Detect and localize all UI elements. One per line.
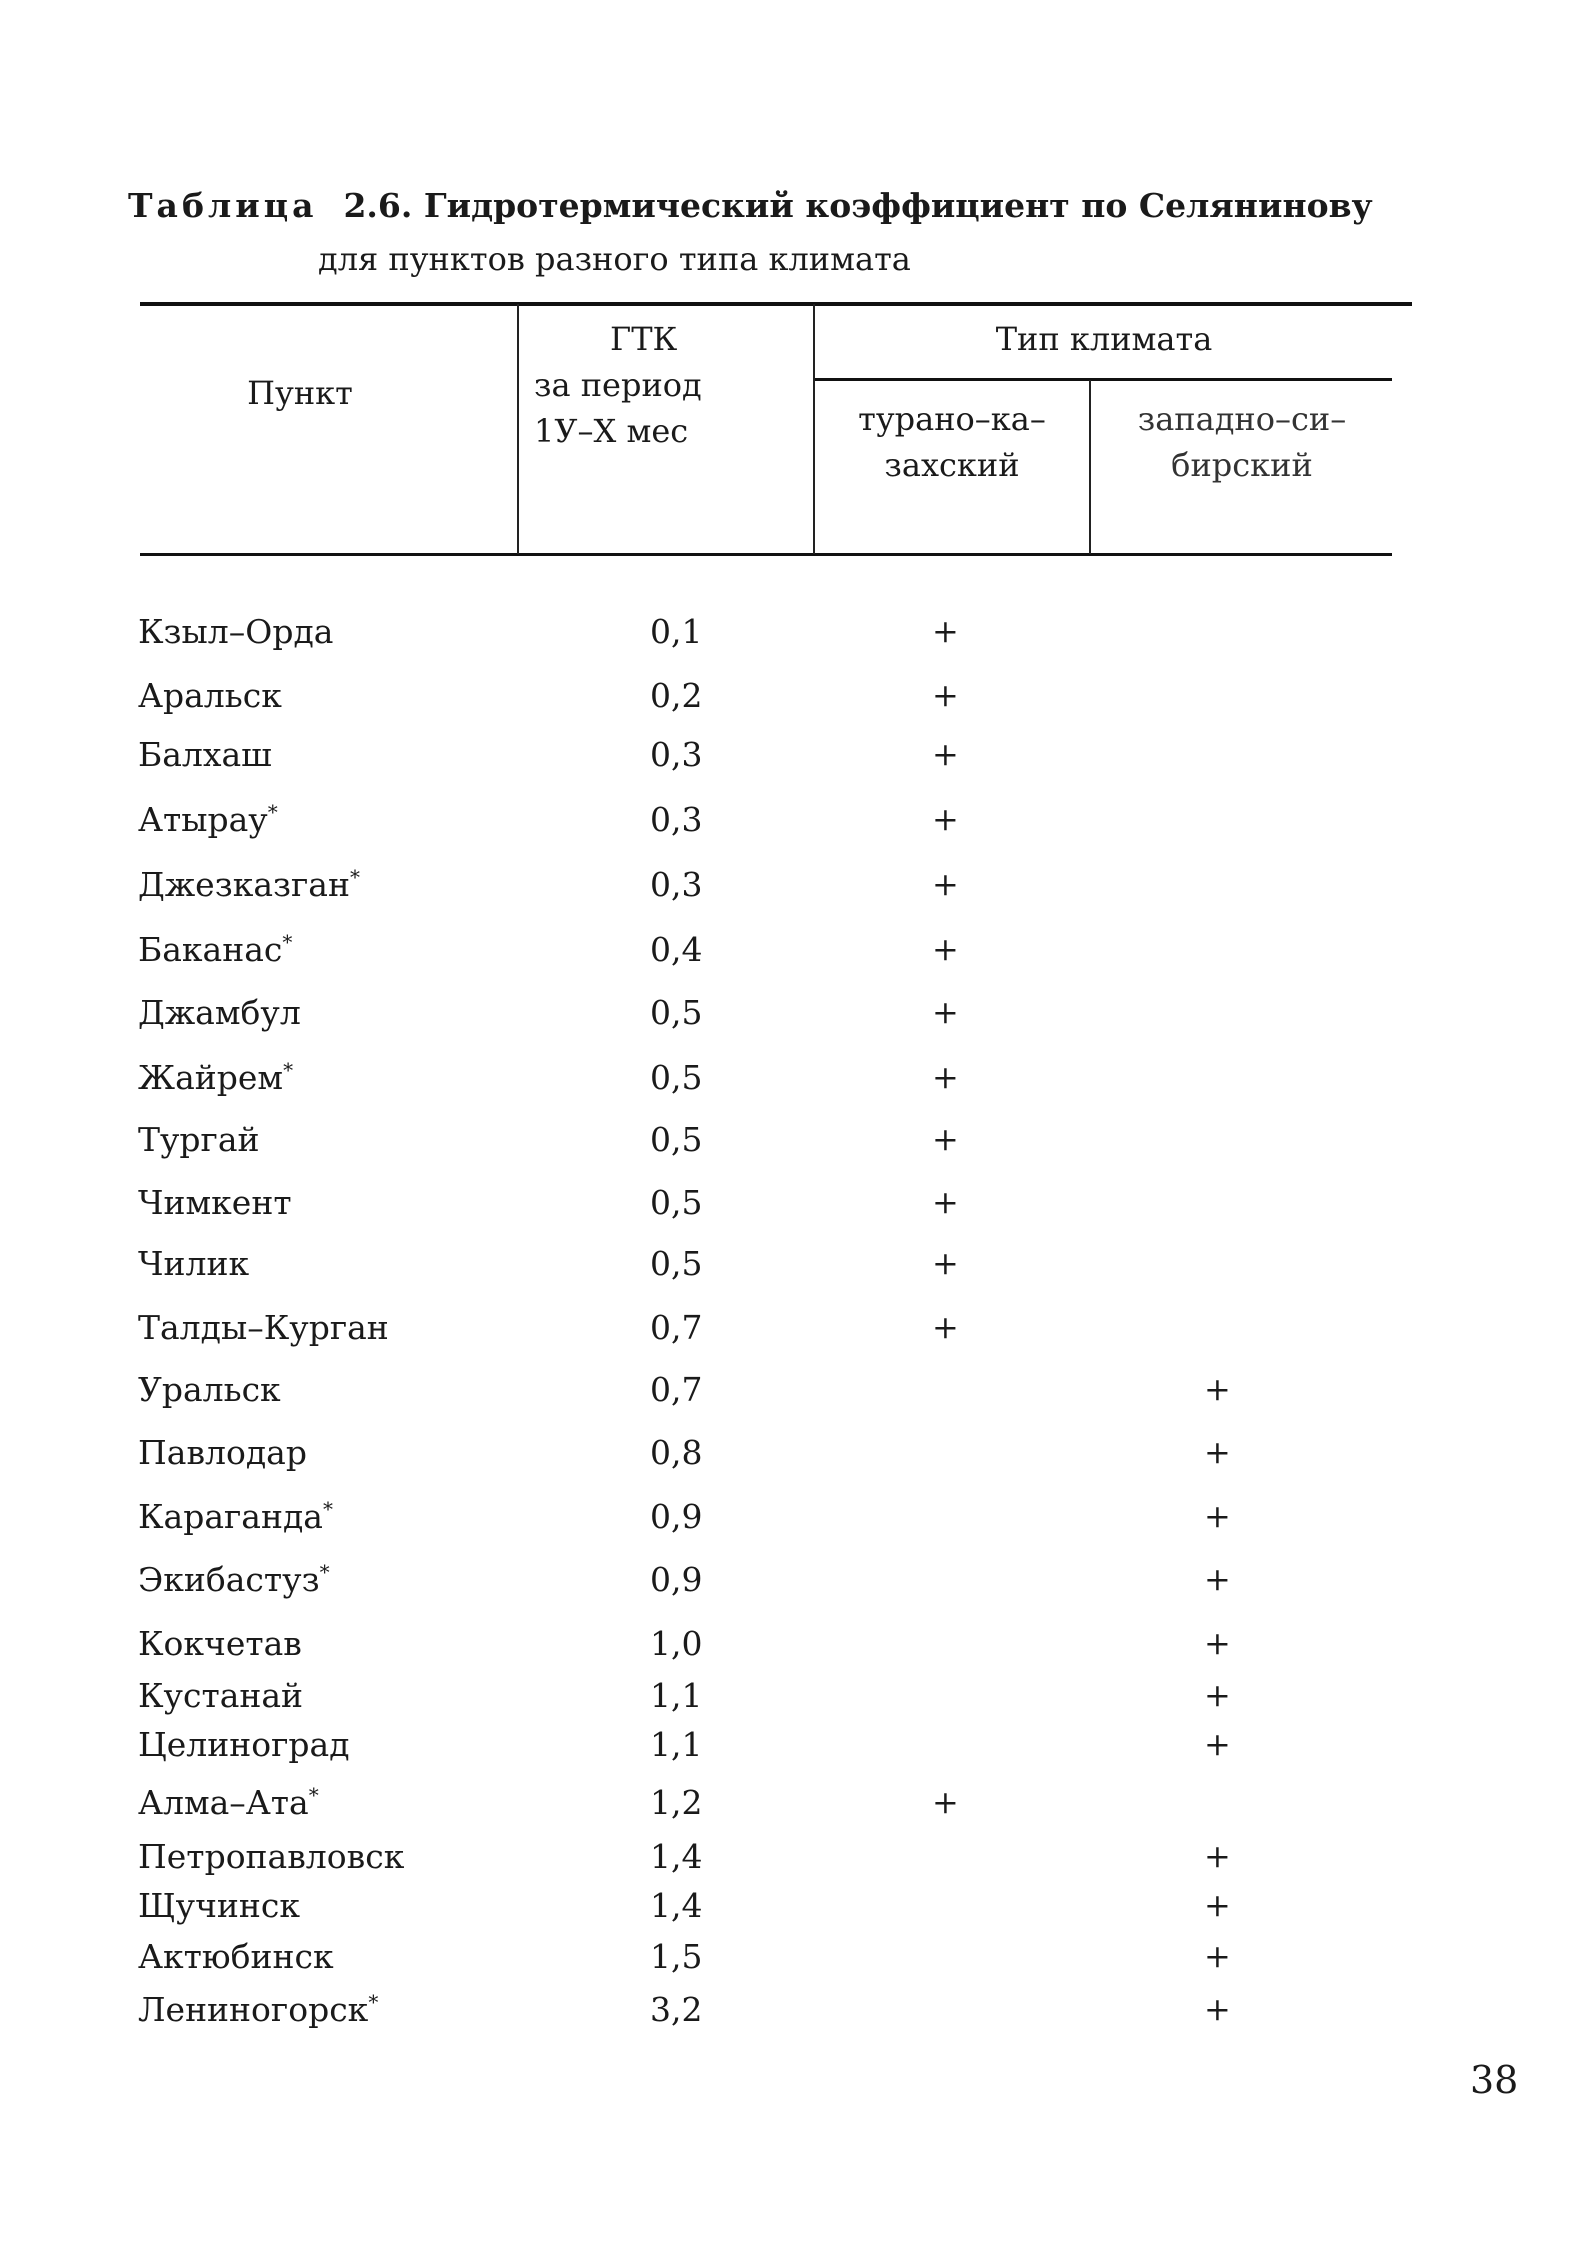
footnote-mark: * xyxy=(283,1058,294,1082)
gtk-value: 1,2 xyxy=(650,1783,703,1822)
point-name xyxy=(138,1937,334,1976)
turano-kazakh-mark: + xyxy=(932,1244,959,1282)
footnote-mark: * xyxy=(308,1783,319,1807)
table-row xyxy=(0,1837,1596,1887)
table-row xyxy=(0,1244,1596,1294)
point-name-text: Петропавловск xyxy=(138,1837,405,1876)
point-name xyxy=(138,993,301,1032)
gtk-value: 0,5 xyxy=(650,1120,703,1159)
point-name xyxy=(138,1308,389,1347)
west-siberian-mark: + xyxy=(1204,1937,1231,1975)
west-siberian-mark: + xyxy=(1204,1433,1231,1471)
gtk-value: 0,5 xyxy=(650,1183,703,1222)
west-siberian-mark: + xyxy=(1204,1990,1231,2028)
gtk-value: 0,2 xyxy=(650,676,703,715)
point-name-text: Алма–Ата xyxy=(138,1783,309,1822)
gtk-value: 0,5 xyxy=(650,1244,703,1283)
point-name-text: Джамбул xyxy=(138,993,301,1032)
header-gtk xyxy=(520,316,812,454)
turano-kazakh-mark: + xyxy=(932,865,959,903)
table-row xyxy=(0,1058,1596,1108)
footnote-mark: * xyxy=(319,1560,330,1584)
point-name xyxy=(138,1624,302,1663)
header-climate: Тип климата xyxy=(995,320,1213,358)
table-row xyxy=(0,800,1596,850)
table-row xyxy=(0,993,1596,1043)
gtk-value: 1,1 xyxy=(650,1725,703,1764)
point-name-text: Караганда xyxy=(138,1497,323,1536)
turano-kazakh-mark: + xyxy=(932,735,959,773)
point-name xyxy=(138,1783,319,1822)
point-name xyxy=(138,1497,333,1536)
header-gtk-line-2: за период xyxy=(534,366,702,404)
title-label: Таблица xyxy=(128,186,318,225)
header-west xyxy=(1092,396,1392,488)
turano-kazakh-mark: + xyxy=(932,1308,959,1346)
divider-1 xyxy=(517,304,519,554)
header-west-line-1: западно–си– xyxy=(1137,400,1347,438)
page-number: 38 xyxy=(1470,2058,1519,2102)
header-turano xyxy=(816,396,1088,488)
table-row xyxy=(0,930,1596,980)
turano-kazakh-mark: + xyxy=(932,1058,959,1096)
point-name-text: Кзыл–Орда xyxy=(138,612,334,651)
west-siberian-mark: + xyxy=(1204,1497,1231,1535)
point-name xyxy=(138,800,278,839)
point-name xyxy=(138,1560,330,1599)
point-name-text: Атырау xyxy=(138,800,268,839)
point-name xyxy=(138,1433,307,1472)
footnote-mark: * xyxy=(349,865,360,889)
west-siberian-mark: + xyxy=(1204,1886,1231,1924)
gtk-value: 1,4 xyxy=(650,1886,703,1925)
west-siberian-mark: + xyxy=(1204,1624,1231,1662)
point-name xyxy=(138,1120,260,1159)
point-name-text: Тургай xyxy=(138,1120,260,1159)
footnote-mark: * xyxy=(282,930,293,954)
header-west-line-2: бирский xyxy=(1171,446,1313,484)
point-name xyxy=(138,865,360,904)
point-name xyxy=(138,735,272,774)
title-line-2: для пунктов разного типа климата xyxy=(318,240,911,278)
footnote-mark: * xyxy=(322,1497,333,1521)
point-name-text: Чилик xyxy=(138,1244,250,1283)
gtk-value: 1,1 xyxy=(650,1676,703,1715)
point-name-text: Жайрем xyxy=(138,1058,284,1097)
turano-kazakh-mark: + xyxy=(932,612,959,650)
table-row xyxy=(0,1433,1596,1483)
point-name-text: Уральск xyxy=(138,1370,281,1409)
gtk-value: 0,3 xyxy=(650,865,703,904)
gtk-value: 1,0 xyxy=(650,1624,703,1663)
title-line-1 xyxy=(128,186,1373,225)
table-row xyxy=(0,1783,1596,1833)
header-point: Пункт xyxy=(247,374,353,412)
gtk-value: 0,7 xyxy=(650,1308,703,1347)
point-name-text: Экибастуз xyxy=(138,1560,320,1599)
point-name-text: Аральск xyxy=(138,676,282,715)
table-row xyxy=(0,1886,1596,1936)
turano-kazakh-mark: + xyxy=(932,930,959,968)
gtk-value: 0,9 xyxy=(650,1560,703,1599)
point-name xyxy=(138,612,333,651)
point-name-text: Целиноград xyxy=(138,1725,350,1764)
point-name-text: Балхаш xyxy=(138,735,272,774)
gtk-value: 0,5 xyxy=(650,1058,703,1097)
point-name xyxy=(138,930,292,969)
turano-kazakh-mark: + xyxy=(932,800,959,838)
gtk-value: 0,1 xyxy=(650,612,703,651)
divider-3 xyxy=(1089,380,1091,554)
point-name-text: Кокчетав xyxy=(138,1624,302,1663)
table-row xyxy=(0,676,1596,726)
point-name-text: Лениногорск xyxy=(138,1990,369,2029)
point-name-text: Чимкент xyxy=(138,1183,292,1222)
table-row xyxy=(0,1497,1596,1547)
point-name xyxy=(138,1990,378,2029)
point-name-text: Щучинск xyxy=(138,1886,300,1925)
gtk-value: 0,3 xyxy=(650,735,703,774)
gtk-value: 1,5 xyxy=(650,1937,703,1976)
point-name xyxy=(138,1058,293,1097)
point-name-text: Кустанай xyxy=(138,1676,304,1715)
gtk-value: 0,5 xyxy=(650,993,703,1032)
point-name xyxy=(138,1183,292,1222)
top-rule xyxy=(140,302,1412,306)
turano-kazakh-mark: + xyxy=(932,1783,959,1821)
header-turano-line-2: захский xyxy=(884,446,1020,484)
header-gtk-line-1: ГТК xyxy=(610,320,678,358)
point-name-text: Актюбинск xyxy=(138,1937,334,1976)
point-name-text: Павлодар xyxy=(138,1433,307,1472)
table-row xyxy=(0,1370,1596,1420)
table-row xyxy=(0,735,1596,785)
west-siberian-mark: + xyxy=(1204,1370,1231,1408)
table-row xyxy=(0,612,1596,662)
table-row xyxy=(0,1990,1596,2040)
point-name xyxy=(138,676,282,715)
title-text: 2.6. Гидротермический коэффициент по Селянинову xyxy=(343,186,1373,225)
turano-kazakh-mark: + xyxy=(932,676,959,714)
header-bottom-rule xyxy=(140,553,1392,556)
table-row xyxy=(0,1937,1596,1987)
table-row xyxy=(0,1120,1596,1170)
point-name xyxy=(138,1676,303,1715)
point-name-text: Талды–Курган xyxy=(138,1308,389,1347)
point-name xyxy=(138,1725,350,1764)
table-row xyxy=(0,1308,1596,1358)
west-siberian-mark: + xyxy=(1204,1560,1231,1598)
table-row xyxy=(0,1560,1596,1610)
point-name xyxy=(138,1370,281,1409)
turano-kazakh-mark: + xyxy=(932,993,959,1031)
west-siberian-mark: + xyxy=(1204,1725,1231,1763)
climate-sub-rule xyxy=(814,378,1392,381)
point-name xyxy=(138,1244,249,1283)
west-siberian-mark: + xyxy=(1204,1837,1231,1875)
footnote-mark: * xyxy=(267,800,278,824)
header-gtk-line-3: 1У–Х мес xyxy=(534,412,689,450)
gtk-value: 1,4 xyxy=(650,1837,703,1876)
point-name xyxy=(138,1886,300,1925)
gtk-value: 0,9 xyxy=(650,1497,703,1536)
gtk-value: 0,3 xyxy=(650,800,703,839)
table-row xyxy=(0,1725,1596,1775)
footnote-mark: * xyxy=(368,1990,379,2014)
gtk-value: 0,8 xyxy=(650,1433,703,1472)
gtk-value: 0,7 xyxy=(650,1370,703,1409)
gtk-value: 0,4 xyxy=(650,930,703,969)
west-siberian-mark: + xyxy=(1204,1676,1231,1714)
table-row xyxy=(0,1183,1596,1233)
turano-kazakh-mark: + xyxy=(932,1120,959,1158)
point-name-text: Джезказган xyxy=(138,865,350,904)
table-row xyxy=(0,1676,1596,1726)
table-row xyxy=(0,1624,1596,1674)
gtk-value: 3,2 xyxy=(650,1990,703,2029)
table-row xyxy=(0,865,1596,915)
point-name xyxy=(138,1837,404,1876)
turano-kazakh-mark: + xyxy=(932,1183,959,1221)
divider-2 xyxy=(813,304,815,554)
header-turano-line-1: турано–ка– xyxy=(858,400,1046,438)
point-name-text: Баканас xyxy=(138,930,283,969)
